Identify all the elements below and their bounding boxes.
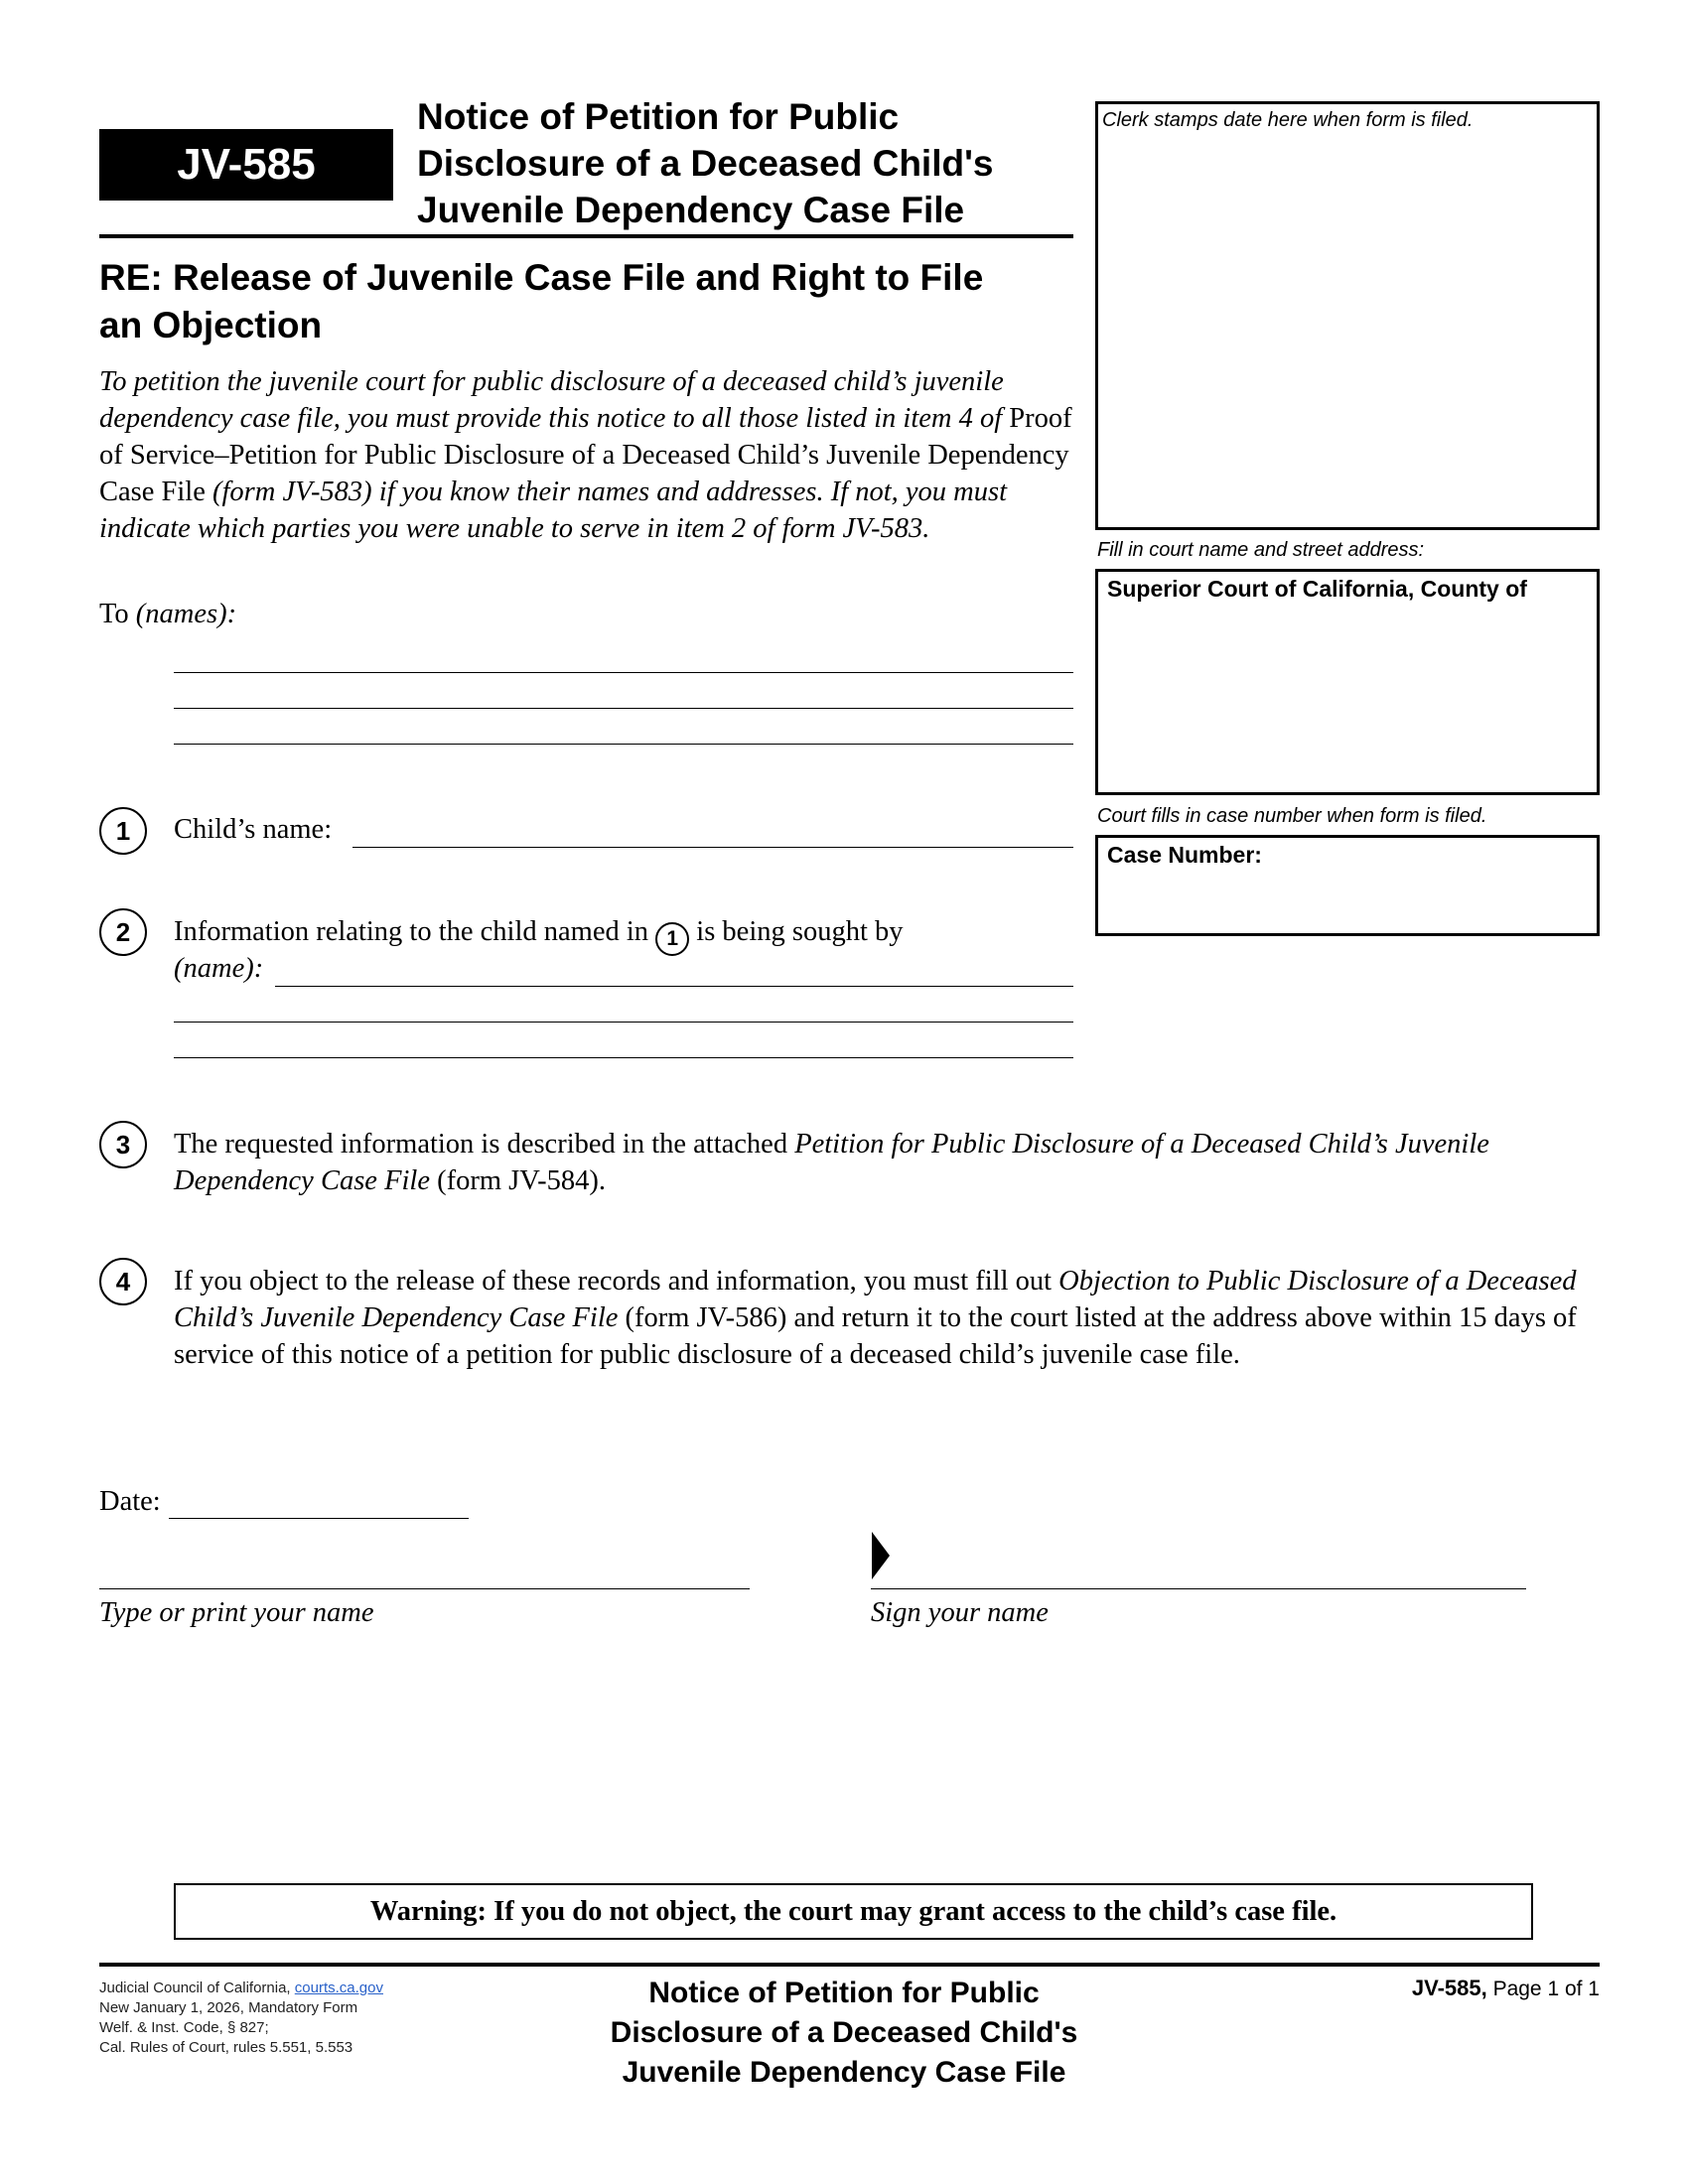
sought-by-name-label [174, 950, 263, 987]
re-heading-line: RE: Release of Juvenile Case File and Right to File [99, 257, 984, 298]
sought-by-name-hint: (name): [174, 953, 264, 984]
item-1-reference: 1 [655, 922, 689, 956]
intro-text-part: To petition the juvenile court for public disclosure of a deceased child’s juvenile dependency case file, you must provide this notice to all those listed in item 4 of [99, 366, 1010, 434]
court-name-label: Superior Court of California, County of [1107, 576, 1527, 602]
sign-name-label [871, 1594, 1049, 1631]
sign-name-hint: Sign your name [871, 1597, 1049, 1628]
case-number-box[interactable] [1095, 835, 1600, 936]
sought-by-name-field-3[interactable] [174, 1057, 1073, 1058]
re-heading-line: an Objection [99, 305, 323, 345]
to-names-field-3[interactable] [174, 744, 1073, 745]
footer-council: Judicial Council of California, [99, 1979, 295, 1996]
child-name-label: Child’s name: [174, 814, 333, 845]
to-prefix: To [99, 599, 136, 629]
footer-title-line: Disclosure of a Deceased Child's [610, 2016, 1078, 2049]
title-divider [99, 234, 1073, 238]
footer-citation-line: Welf. & Inst. Code, § 827; [99, 2019, 269, 2036]
footer-page-number [1271, 1976, 1600, 2001]
child-name-field[interactable] [352, 847, 1073, 848]
to-names-label [99, 599, 236, 630]
print-name-field[interactable] [99, 1588, 750, 1589]
item-4-text-part: If you object to the release of these records and information, you must fill out [174, 1266, 1059, 1297]
intro-text-part: (form JV-583) if you know their names and addresses. If not, you must indicate which parties you were unable to serve in item 2 of form JV-583. [99, 477, 1008, 544]
form-number-badge: JV-585 [99, 129, 393, 201]
footer-citation-line: New January 1, 2026, Mandatory Form [99, 1999, 358, 2016]
footer-citation-line [99, 1979, 516, 1998]
courts-website-link[interactable]: courts.ca.gov [294, 1979, 383, 1996]
to-names-field-2[interactable] [174, 708, 1073, 709]
signature-arrow-icon [872, 1532, 890, 1579]
sought-by-name-field-1[interactable] [275, 986, 1073, 987]
footer-citation [99, 1979, 516, 2058]
item-number-3: 3 [99, 1121, 147, 1168]
form-title-line: Notice of Petition for Public [417, 96, 900, 137]
sought-by-name-field-2[interactable] [174, 1022, 1073, 1023]
court-name-caption: Fill in court name and street address: [1097, 539, 1425, 561]
item-2-text-before: Information relating to the child named in [174, 916, 656, 947]
form-title-line: Disclosure of a Deceased Child's [417, 143, 994, 184]
item-2-text-after: is being sought by [689, 916, 904, 947]
item-3-text-part: (form JV-584). [429, 1165, 607, 1196]
clerk-stamp-box [1095, 101, 1600, 530]
item-3-text-part: The requested information is described in the attached [174, 1129, 795, 1160]
footer-form-number: JV-585, [1411, 1976, 1487, 2000]
case-number-caption: Court fills in case number when form is filed. [1097, 805, 1487, 827]
print-name-hint: Type or print your name [99, 1597, 374, 1628]
footer-title [556, 1974, 1132, 2093]
form-title-line: Juvenile Dependency Case File [417, 190, 965, 230]
case-number-label: Case Number: [1107, 842, 1262, 868]
footer-title-line: Notice of Petition for Public [648, 1977, 1040, 2009]
footer-divider [99, 1963, 1600, 1967]
item-number-1: 1 [99, 807, 147, 855]
item-4-text [174, 1263, 1584, 1373]
item-4-text-part: (form JV-586) and return it to the court listed at the address above within 15 days of service of this notice of a petition for public disclosure of a deceased child’s juvenile case file. [174, 1302, 1577, 1370]
court-name-box[interactable] [1095, 569, 1600, 795]
footer-page-label: Page 1 of 1 [1486, 1978, 1600, 2000]
date-field[interactable] [169, 1518, 469, 1519]
intro-form-title: Proof of Service–Petition for Public Disclosure of a Deceased Child’s Juvenile Dependency Case File [99, 403, 1072, 507]
re-heading [99, 254, 1082, 349]
footer-title-line: Juvenile Dependency Case File [622, 2056, 1066, 2089]
warning-notice: Warning: If you do not object, the court may grant access to the child’s case file. [174, 1883, 1533, 1940]
to-names-hint: (names): [135, 599, 237, 629]
item-4-form-title: Objection to Public Disclosure of a Deceased Child’s Juvenile Dependency Case File [174, 1266, 1577, 1333]
date-label: Date: [99, 1486, 161, 1517]
print-name-label [99, 1594, 374, 1631]
form-title [417, 93, 1072, 233]
item-3-form-title: Petition for Public Disclosure of a Deceased Child’s Juvenile Dependency Case File [174, 1129, 1489, 1196]
item-2-text [174, 913, 1087, 956]
item-number-2: 2 [99, 908, 147, 956]
intro-instructions [99, 363, 1077, 547]
item-number-4: 4 [99, 1258, 147, 1305]
item-3-text [174, 1126, 1584, 1199]
footer-citation-line: Cal. Rules of Court, rules 5.551, 5.553 [99, 2039, 353, 2056]
to-names-field-1[interactable] [174, 672, 1073, 673]
clerk-stamp-caption: Clerk stamps date here when form is filed. [1102, 109, 1474, 131]
signature-field[interactable] [871, 1588, 1526, 1589]
